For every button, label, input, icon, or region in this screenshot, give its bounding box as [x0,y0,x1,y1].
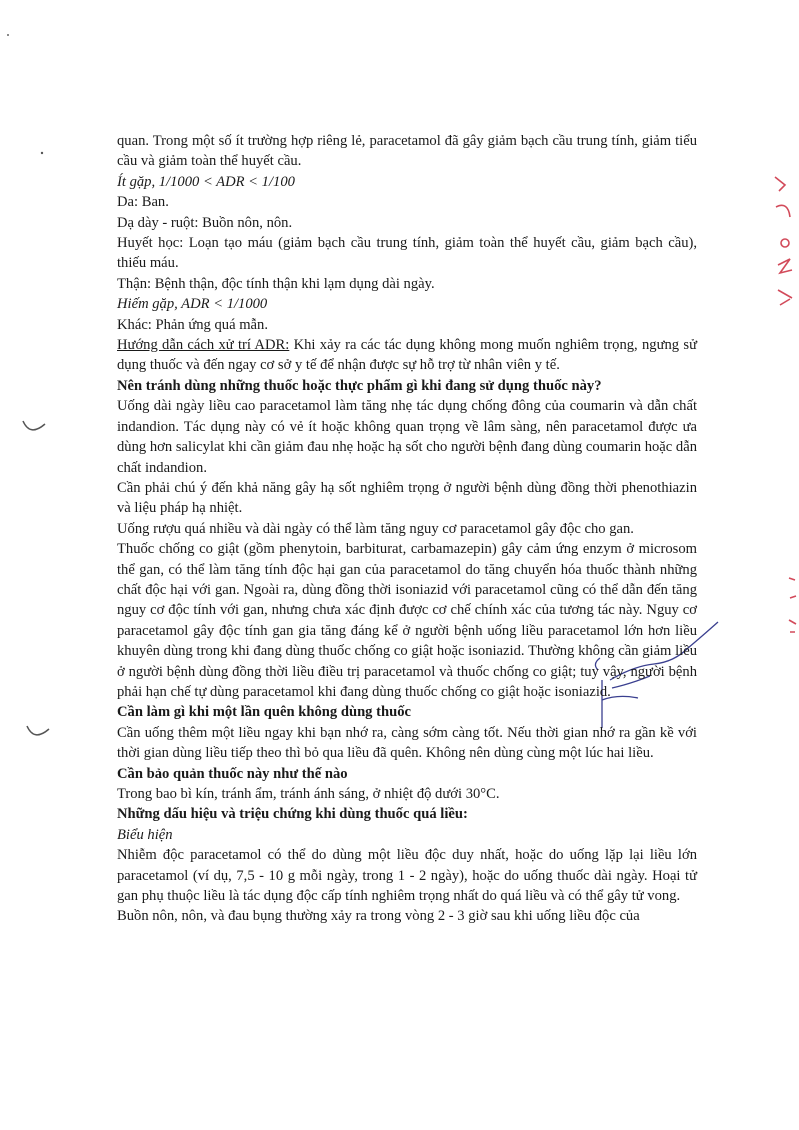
list-item: Da: Ban. [117,194,169,211]
paragraph: Trong bao bì kín, tránh ẩm, tránh ánh sáng, ở nhiệt độ dưới 30°C. [117,786,500,802]
stamp-mark [760,165,799,335]
paragraph: Cần uống thêm một liều ngay khi bạn nhớ ra, càng sớm càng tốt. Nếu thời gian nhớ ra gần kề với thời gian dùng liều tiếp theo thì bỏ qua liều đã quên. Không nên dùng cùng một lúc hai liều. [117,724,697,762]
scan-speck [4,30,14,42]
list-item: Thận: Bệnh thận, độc tính thận khi lạm dụng dài ngày. [117,275,435,292]
paragraph: Thuốc chống co giật (gồm phenytoin, barbiturat, carbamazepin) gây cảm ứng enzym ở microsom thể gan, có thể làm tăng tính độc hại gan của paracetamol do tăng chuyển hóa thuốc thành những chất độc hại với gan. Ngoài ra, dùng đồng thời isoniazid với paracetamol cũng có thể dẫn đến tăng nguy cơ độc tính với gan, nhưng chưa xác định được cơ chế chính xác của tương tác này. Nguy cơ paracetamol gây độc tính gan gia tăng đáng kể ở người bệnh uống liều paracetamol lớn hơn liều khuyên dùng trong khi đang dùng thuốc chống co giật hoặc isoniazid. Thường không cần giảm liều ở người bệnh dùng đồng thời liều điều trị paracetamol và thuốc chống co giật; tuy vậy, người bệnh phải hạn chế tự dùng paracetamol khi đang dùng thuốc chống co giật hoặc isoniazid. [117,541,697,700]
paragraph: Uống dài ngày liều cao paracetamol làm tăng nhẹ tác dụng chống đông của coumarin và dẫn chất indandion. Tác dụng này có vẻ ít hoặc không quan trọng về lâm sàng, nên paracetamol được ưa dùng hơn salicylat khi cần giảm đau nhẹ hoặc hạ sốt cho người bệnh đang dùng coumarin hoặc dẫn chất indandion. [117,398,697,476]
adr-text: Khi xảy ra các tác dụng không mong muốn nghiêm trọng, ngưng sử dụng thuốc và đến ngay cơ sở y tế để nhận được sự hỗ trợ từ nhân viên y tế. [117,337,697,374]
heading-storage: Cần bảo quản thuốc này như thế nào [117,765,348,782]
heading-missed-dose: Cần làm gì khi một lần quên không dùng thuốc [117,704,411,721]
document-body [117,131,697,927]
hole-punch-mark [20,415,50,439]
paragraph: Nhiễm độc paracetamol có thể do dùng một liều độc duy nhất, hoặc do uống lặp lại liều lớn paracetamol (ví dụ, 7,5 - 10 g mỗi ngày, trong 1 - 2 ngày), hoặc do uống thuốc dài ngày. Hoại tử gan phụ thuộc liều là tác dụng độc cấp tính nghiêm trọng nhất do quá liều và có thể gây tử vong. [117,847,697,905]
paragraph: Cần phải chú ý đến khả năng gây hạ sốt nghiêm trọng ở người bệnh dùng đồng thời phenothiazin và liệu pháp hạ nhiệt. [117,479,697,517]
list-item: Khác: Phản ứng quá mẫn. [117,316,268,333]
adr-paragraph [117,335,697,376]
list-item: Huyết học: Loạn tạo máu (giảm bạch cầu trung tính, giảm toàn thể huyết cầu, giảm bạch cầu), thiếu máu. [117,235,697,272]
paragraph: quan. Trong một số ít trường hợp riêng lẻ, paracetamol đã gây giảm bạch cầu trung tính, giảm tiểu cầu và giảm toàn thể huyết cầu. [117,133,697,170]
hole-punch-mark [24,720,54,746]
paragraph: Uống rượu quá nhiều và dài ngày có thể làm tăng nguy cơ paracetamol gây độc cho gan. [117,520,634,537]
list-item: Dạ dày - ruột: Buồn nôn, nôn. [117,214,293,231]
adr-label: Hướng dẫn cách xử trí ADR: [117,337,290,354]
heading-avoid: Nên tránh dùng những thuốc hoặc thực phẩm gì khi đang sử dụng thuốc này? [117,377,602,394]
section-subheading: Ít gặp, 1/1000 < ADR < 1/100 [117,173,295,190]
section-subheading: Hiếm gặp, ADR < 1/1000 [117,296,268,313]
scan-speck [38,148,48,160]
paragraph: Buồn nôn, nôn, và đau bụng thường xảy ra trong vòng 2 - 3 giờ sau khi uống liều độc của [117,908,640,925]
stamp-fragment [786,570,799,640]
heading-overdose: Những dấu hiệu và triệu chứng khi dùng thuốc quá liều: [117,806,468,823]
section-subheading: Biểu hiện [117,826,173,843]
